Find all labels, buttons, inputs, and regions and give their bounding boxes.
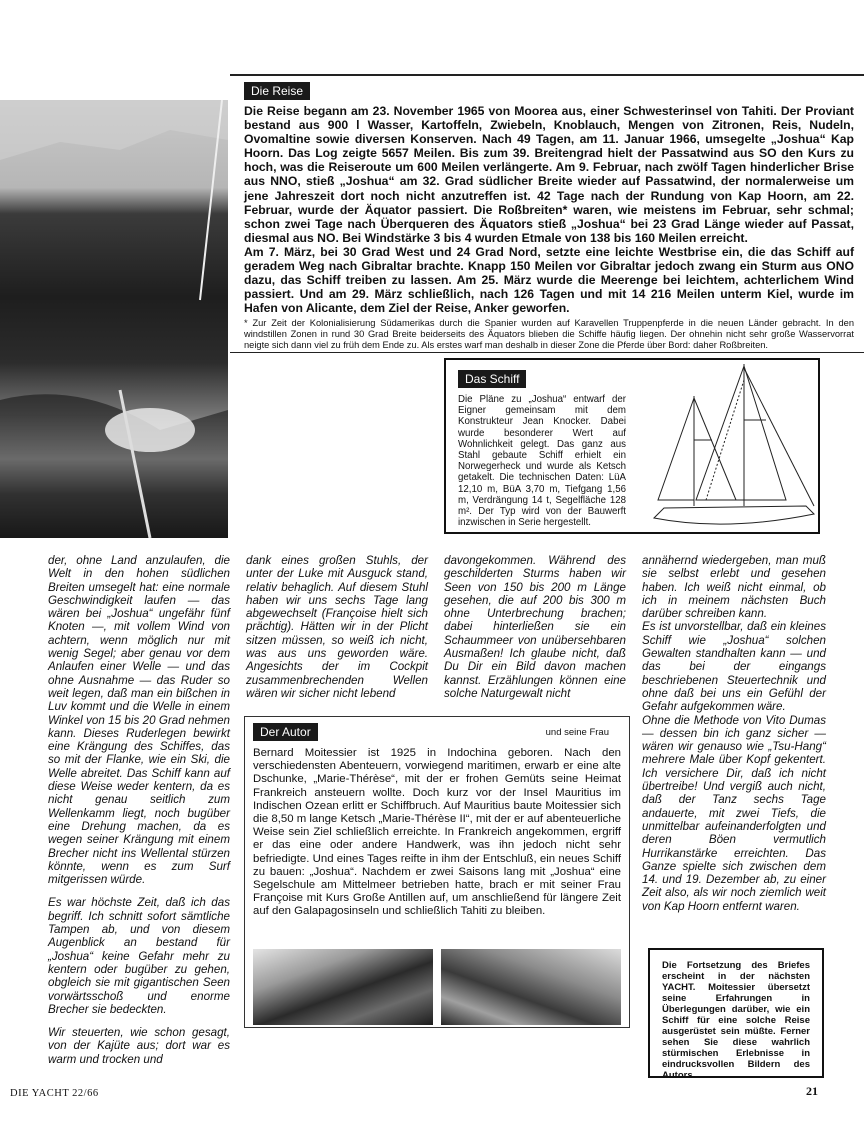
page-number: 21 (806, 1084, 818, 1098)
reise-label: Die Reise (244, 82, 310, 100)
wife-photo (441, 949, 621, 1025)
autor-label: Der Autor (253, 723, 318, 741)
col1-paragraph-2: Es war höchste Zeit, daß ich das begriff. Ich schnitt sofort sämtliche Tampen ab, und von diesem Augenblick an bestand für „Joshua“ keine Gefahr mehr zu kentern oder bugüber zu gehen, obgleich sie mit gigantischen Seen vorwärtsschoß und enorme Brecher sie bedeckten. (48, 896, 230, 1016)
sailing-photo-shapes (0, 100, 228, 538)
col4-paragraph-3: Ohne die Methode von Vito Dumas — dessen bin ich ganz sicher — wären wir genauso wie „Tsu-Hang“ mehrere Male über Kopf gekentert. Ich versichere Dir, daß ich nicht übertreibe! Und vergiß auch nicht, daß der Tanz sechs Tage andauerte, mit zwei Tiefs, die unmittelbar aufeinanderfolgten und deren Böen vermutlich Hurrikanstärke erreichten. Das Ganze spielte sich zwischen dem 14. und 19. Dezember ab, zu einer Zeit also, als wir noch ziemlich weit von Kap Hoorn entfernt waren. (642, 713, 826, 913)
teaser-text: Die Fortsetzung des Briefes erscheint in der nächsten YACHT. Moitessier übersetzt seine Erfahrungen in Überlegungen darüber, wie ein Schiff für eine solche Reise ausgerüstet sein müßte. Ferner sehen Sie diese wahrlich stürmischen Erlebnisse in eindrucksvollen Bildern des Autors. (662, 960, 810, 1081)
sailing-photo (0, 100, 228, 538)
schiff-box (444, 358, 820, 534)
mid-rule (230, 352, 864, 353)
col4-paragraph-2: Es ist unvorstellbar, daß ein kleines Schiff wie „Joshua“ solchen Gewalten standhalten kann — und das bei der eingangs beschriebenen Steuertechnik und ohne daß bei uns ein Gefühl der Gefahr aufgekommen wäre. (642, 620, 826, 714)
autor-box (244, 716, 630, 1028)
col2-paragraph-1: dank eines großen Stuhls, der unter der Luke mit Ausguck stand, relativ behaglich. Auf diesem Stuhl haben wir uns sechs Tage lang abgewechselt (Françoise hielt sich prächtig). Hätten wir in der Plicht sitzen müssen, so weiß ich nicht, was aus uns geworden wäre. Angesichts der im Cockpit zusammenbrechenden Wellen wären wir sicher nicht lebend (246, 554, 428, 700)
reise-text-2: Am 7. März, bei 30 Grad West und 24 Grad Nord, setzte eine leichte Westbrise ein, die das Schiff auf geradem Weg nach Gibraltar brachte. Knapp 150 Meilen vor Gibraltar jedoch zwang ein Sturm aus ONO dazu, das Schiff treiben zu lassen. Am 25. März wurde die Meerenge bei leichtem, achterlichem Wind passiert. Und am 29. März schließlich, nach 126 Tagen und mit 14 216 Meilen unterm Kiel, wurde im Hafen von Alicante, dem Ziel der Reise, Anker geworfen. (244, 244, 854, 316)
autor-text: Bernard Moitessier ist 1925 in Indochina geboren. Nach den verschiedensten Abenteuern, vorwiegend maritimen, erwarb er eine alte Dschunke, „Marie-Thérèse“, mit der er frohen Gemüts seine Heimat Frankreich ansteuern wollte. Doch kurz vor der Insel Mauritius im Indischen Ozean erlitt er Schiffbruch. Auf Mauritius baute Moitessier sich die 8,50 m lange Ketsch „Marie-Thérèse II“, mit der er auf abenteuerliche Weise sein Ziel schließlich erreichte. In Frankreich angekommen, ergriff er das eine oder andere Handwerk, was ihn jedoch nicht sehr befriedigte. Und eines Tages reifte in ihm der Entschluß, ein neues Schiff zu bauen: „Joshua“. Nachdem er zwei Saisons lang mit „Joshua“ eine Segelschule am Mittelmeer betrieben hatte, brach er mit seiner Frau Françoise mit Kurs Große Antillen auf, um anschließend für längere Zeit auf den Galapagosinseln und schließlich Tahiti zu bleiben. (253, 747, 621, 918)
text-column-1 (48, 554, 230, 1066)
top-rule (230, 74, 864, 76)
ketch-sail-plan-drawing (636, 360, 820, 534)
reise-footnote: * Zur Zeit der Kolonialisierung Südamerikas durch die Spanier wurden auf Karavellen Truppenpferde in die neuen Länder gebracht. In den windstillen Zonen in rund 30 Grad Breite beiderseits des Äquators blieben die Schiffe häufig liegen. Der ohnehin nicht sehr große Wasservorrat neigte sich dann viel zu früh dem Ende zu. Als erstes warf man deshalb in dieser Zone die Pferde über Bord: daher Roßbreiten. (244, 318, 854, 350)
author-photo (253, 949, 433, 1025)
col4-paragraph-1: annähernd wiedergeben, man muß sie selbst erlebt und gesehen haben. Ich weiß nicht einmal, ob ich in meinem nächsten Buch darüber schreiben kann. (642, 554, 826, 621)
footer-magazine: DIE YACHT 22/66 (10, 1088, 99, 1099)
continuation-teaser-box (648, 948, 824, 1081)
text-column-2 (246, 554, 428, 700)
autor-photo-caption: und seine Frau (545, 726, 609, 738)
text-column-4 (642, 554, 826, 913)
schiff-label: Das Schiff (458, 370, 526, 388)
reise-section (244, 82, 854, 350)
col3-paragraph-1: davongekommen. Während des geschilderten Sturms haben wir Seen von 150 bis 200 m Länge gesehen, die auf 200 bis 300 m ohne Unterbrechung brachen; dabei hinterließen sie ein Schaummeer von unübersehbaren Ausmaßen! Ich glaube nicht, daß Du Dir ein Bild davon machen kannst. Erzählungen können eine solche Naturgewalt nicht (444, 554, 626, 700)
schiff-text: Die Pläne zu „Joshua“ entwarf der Eigner gemeinsam mit dem Konstrukteur Jean Knocker. Dabei wurde besonderer Wert auf Wohnlichkeit gelegt. Das ganz aus Stahl gebaute Schiff erhielt ein Norwegerheck und wurde als Ketsch getakelt. Die technischen Daten: LüA 12,10 m, BüA 3,70 m, Tiefgang 1,56 m, Verdrängung 14 t, Segelfläche 128 m². Der Typ wird von der Bauwerft inzwischen in Serie hergestellt. (458, 394, 626, 529)
col1-paragraph-3: Wir steuerten, wie schon gesagt, von der Kajüte aus; dort war es warm und trocken und (48, 1026, 230, 1066)
autor-photos (253, 949, 621, 1025)
text-column-3 (444, 554, 626, 700)
autor-header (253, 723, 621, 741)
col1-paragraph-1: der, ohne Land anzulaufen, die Welt in den hohen südlichen Breiten umsegelt hat: eine normale Geschwindigkeit laufen — das wären bei „Joshua“ ungefähr fünf Knoten —, mit vollem Wind von achtern, wenn möglich nur mit wenig Segel; aber genau vor dem Anlaufen einer Welle — und das ohne Ausnahme — das Ruder so weit legen, daß man ein bißchen in Luv kommt und die Welle in einem Winkel von 15 bis 20 Grad nehmen kann. Dieses Ruderlegen bewirkt eine Krängung des Schiffes, das so mit der Flanke, wie ein Ski, die Welle abreitet. Das Schiff kann auf diese Weise weder kentern, da es nicht genau seitlich zum Wellenkamm liegt, noch bugüber eine Drehung machen, da es wegen seiner Krängung mit einem Brecher nicht ins Wellental stürzen könnte, wenn es zum Surf mitgerissen würde. (48, 554, 230, 887)
reise-text: Die Reise begann am 23. November 1965 von Moorea aus, einer Schwesterinsel von Tahiti. Der Proviant bestand aus 900 l Wasser, Kartoffeln, Zwiebeln, Knoblauch, Mengen von Zitronen, Reis, Nudeln, Ovomaltine sowie diversen Konserven. Nach 49 Tagen, am 11. Januar 1966, umsegelte „Joshua“ Kap Hoorn. Das Log zeigte 5657 Meilen. Bis zum 39. Breitengrad hielt der Passatwind aus SO den Kurs zu hoch, was die Reiseroute um 600 Meilen verlängerte. Am 9. Februar, nach zwölf Tagen hinderlicher Brise aus NNO, stieß „Joshua“ am 32. Grad südlicher Breite wieder auf Passatwind, der normalerweise um jene Jahreszeit dort noch nicht anzutreffen ist. 42 Tage nach der Rundung von Kap Hoorn, am 22. Februar, wurde der Äquator passiert. Die Roßbreiten* waren, wie meistens im Februar, sehr schmal; schon zwei Tage nach Überqueren des Äquators stieß „Joshua“ bei 23 Grad Länge wieder auf Passat, diesmal aus NO. Bei Windstärke 3 bis 4 wurden Etmale von 138 bis 160 Meilen erreicht. (244, 104, 854, 245)
